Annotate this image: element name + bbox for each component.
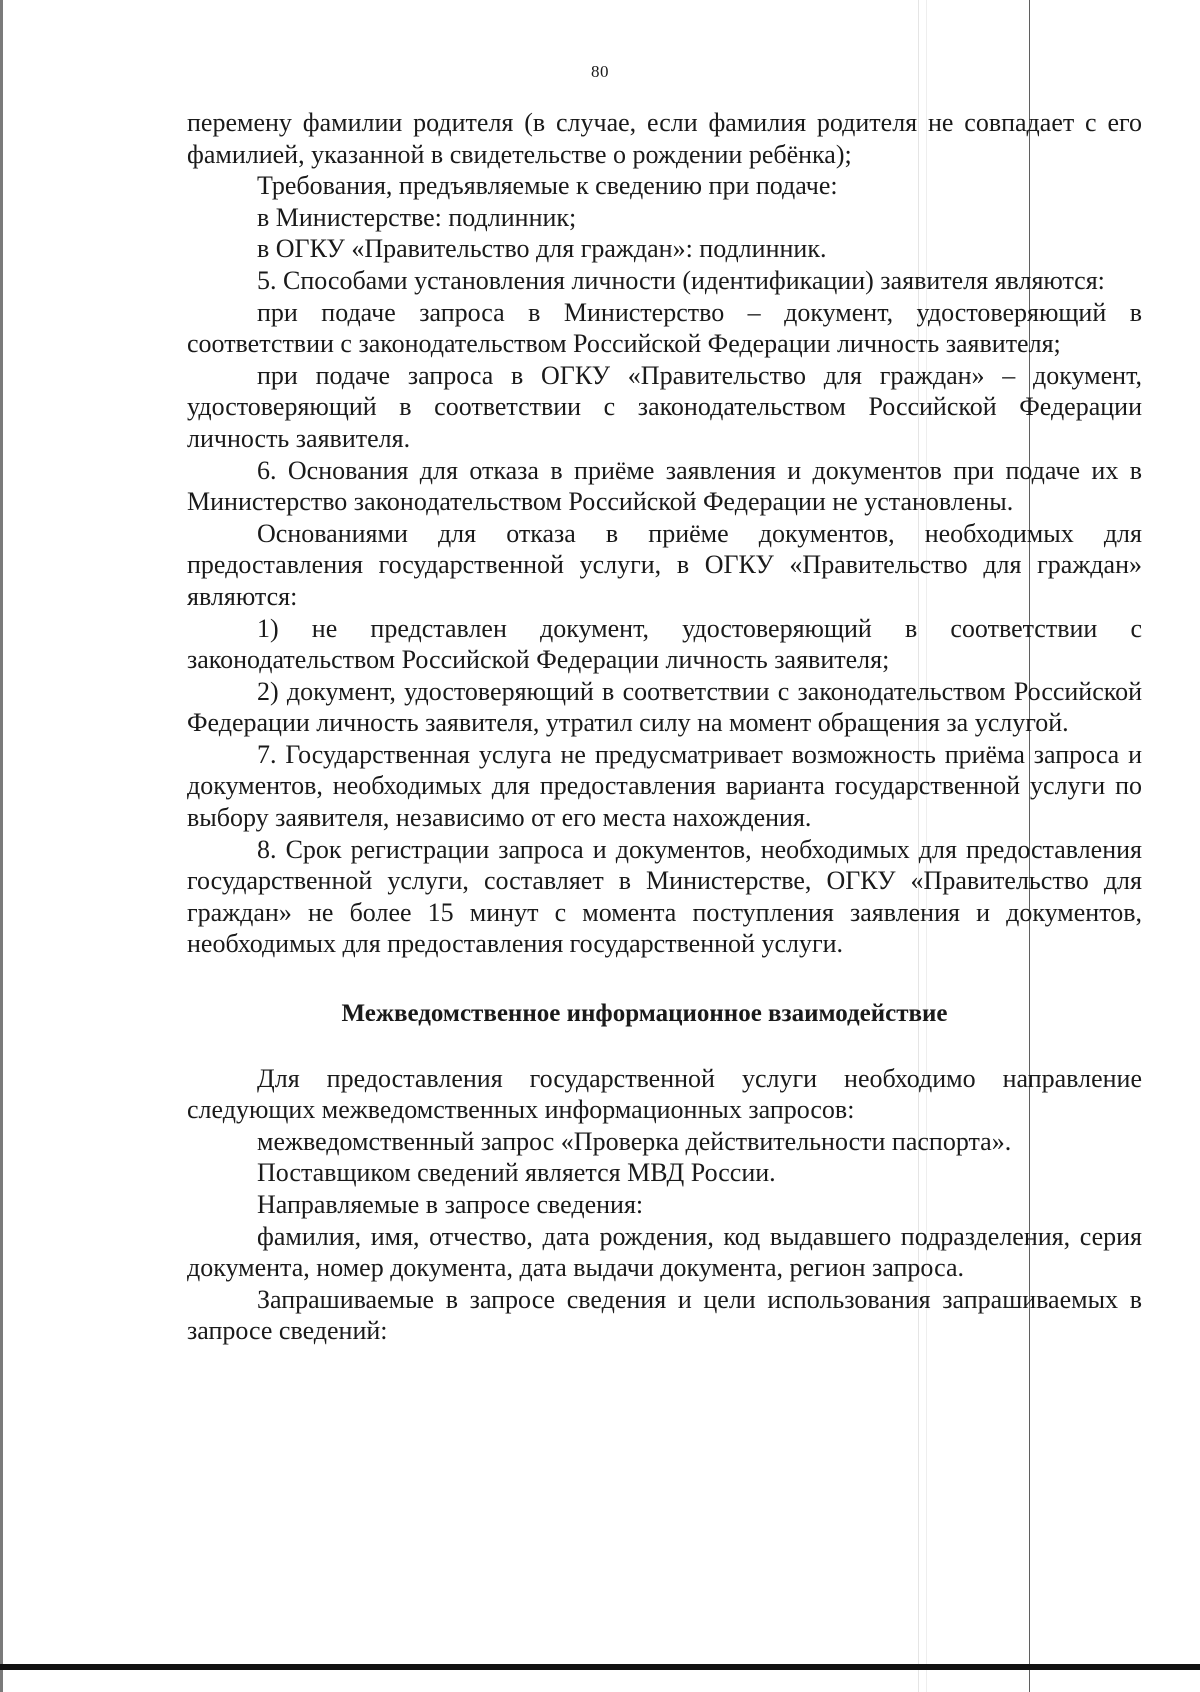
paragraph: в ОГКУ «Правительство для граждан»: подлинник.: [257, 234, 827, 264]
page-number: 80: [591, 62, 609, 81]
paragraph: в Министерстве: подлинник;: [257, 202, 577, 232]
paragraph: при подаче запроса в Министерство – документ, удостоверяющий в соответствии с законодательством Российской Федерации личность заявителя;: [187, 297, 1142, 359]
paragraph: Для предоставления государственной услуги необходимо направление следующих межведомственных информационных запросов:: [187, 1063, 1142, 1125]
paragraph: Запрашиваемые в запросе сведения и цели использования запрашиваемых в запросе сведений:: [187, 1284, 1142, 1346]
paragraph: Направляемые в запросе сведения:: [257, 1190, 644, 1219]
paragraph: 7. Государственная услуга не предусматривает возможность приёма запроса и документов, необходимых для предоставления варианта государственной услуги по выбору заявителя, независимо от его места нахождения.: [187, 739, 1142, 833]
paragraph: 8. Срок регистрации запроса и документов, необходимых для предоставления государственной услуги, составляет в Министерстве, ОГКУ «Правительство для граждан» не более 15 минут с момента поступления заявления и документов, необходимых для предоставления государственной услуги.: [187, 834, 1142, 959]
paragraph: межведомственный запрос «Проверка действительности паспорта».: [257, 1126, 1012, 1156]
paragraph: перемену фамилии родителя (в случае, если фамилия родителя не совпадает с его фамилией, указанной в свидетельстве о рождении ребёнка);: [187, 108, 1142, 169]
paragraph: 5. Способами установления личности (идентификации) заявителя являются:: [257, 265, 1105, 295]
paragraph: Основаниями для отказа в приёме документов, необходимых для предоставления государственной услуги, в ОГКУ «Правительство для граждан» являются:: [187, 518, 1142, 611]
paragraphs-before-heading: [187, 107, 1142, 960]
paragraph: Требования, предъявляемые к сведению при подаче:: [257, 171, 838, 201]
paragraph: 2) документ, удостоверяющий в соответствии с законодательством Российской Федерации личность заявителя, утратил силу на момент обращения за услугой.: [187, 676, 1142, 738]
paragraph: 1) не представлен документ, удостоверяющий в соответствии с законодательством Российской Федерации личность заявителя;: [187, 613, 1142, 675]
paragraph: при подаче запроса в ОГКУ «Правительство для граждан» – документ, удостоверяющий в соответствии с законодательством Российской Федерации личность заявителя.: [187, 360, 1142, 453]
paragraph: 6. Основания для отказа в приёме заявления и документов при подаче их в Министерство законодательством Российской Федерации не установлены.: [187, 455, 1142, 517]
paragraph: Поставщиком сведений является МВД России.: [257, 1158, 776, 1188]
scan-bottom-edge: [0, 1664, 1200, 1670]
document-body: [187, 107, 1142, 1347]
paragraphs-after-heading: [187, 1063, 1142, 1347]
section-heading: Межведомственное информационное взаимодействие: [341, 1000, 948, 1028]
paragraph: фамилия, имя, отчество, дата рождения, код выдавшего подразделения, серия документа, номер документа, дата выдачи документа, регион запроса.: [187, 1221, 1142, 1283]
scan-left-edge: [0, 0, 3, 1692]
